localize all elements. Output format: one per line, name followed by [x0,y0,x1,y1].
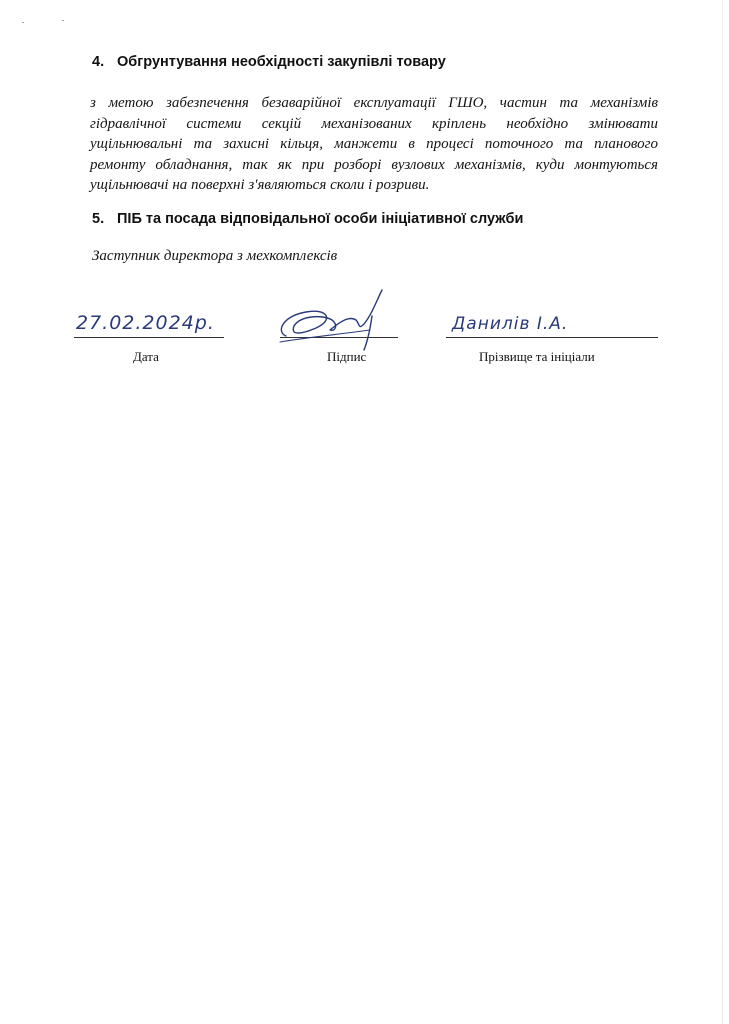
paragraph-line: ущільнювачі на поверхні з'являються сколи і розриви. [90,177,430,193]
handwritten-date: 27.02.2024р. [76,312,215,334]
section-5-number: 5. [92,211,105,227]
section-4-heading [92,54,446,70]
section-5-title: ПІБ та посада відповідальної особи ініціативної служби [117,211,524,227]
handwritten-surname: Данилів І.А. [452,314,569,334]
date-line [74,337,224,338]
signature-drawing [272,286,412,356]
name-line [446,337,658,338]
section-4-number: 4. [92,54,105,70]
responsible-position: Заступник директора з мехкомплексів [92,248,338,264]
paragraph-line: з метою забезпечення безаварійної експлуатації ГШО, частин та механізмів [90,95,658,111]
name-label: Прізвище та ініціали [479,349,595,364]
section-4-paragraph [90,93,658,196]
scan-edge [722,0,723,1024]
date-label: Дата [133,349,159,364]
paragraph-line: гідравлічної системи секцій механізованих кріплень необхідно змінювати [90,115,658,132]
scan-speck [62,20,64,21]
signature-label: Підпис [327,349,367,364]
scan-speck [22,22,24,23]
section-4-title: Обгрунтування необхідності закупівлі товару [117,54,446,70]
paragraph-line: ремонту обладнання, так як при розборі вузлових механізмів, куди монтуються [90,156,658,173]
section-5-heading [92,211,523,227]
paragraph-line: ущільнювальні та захисні кільця, манжети в процесі поточного та планового [90,136,658,152]
